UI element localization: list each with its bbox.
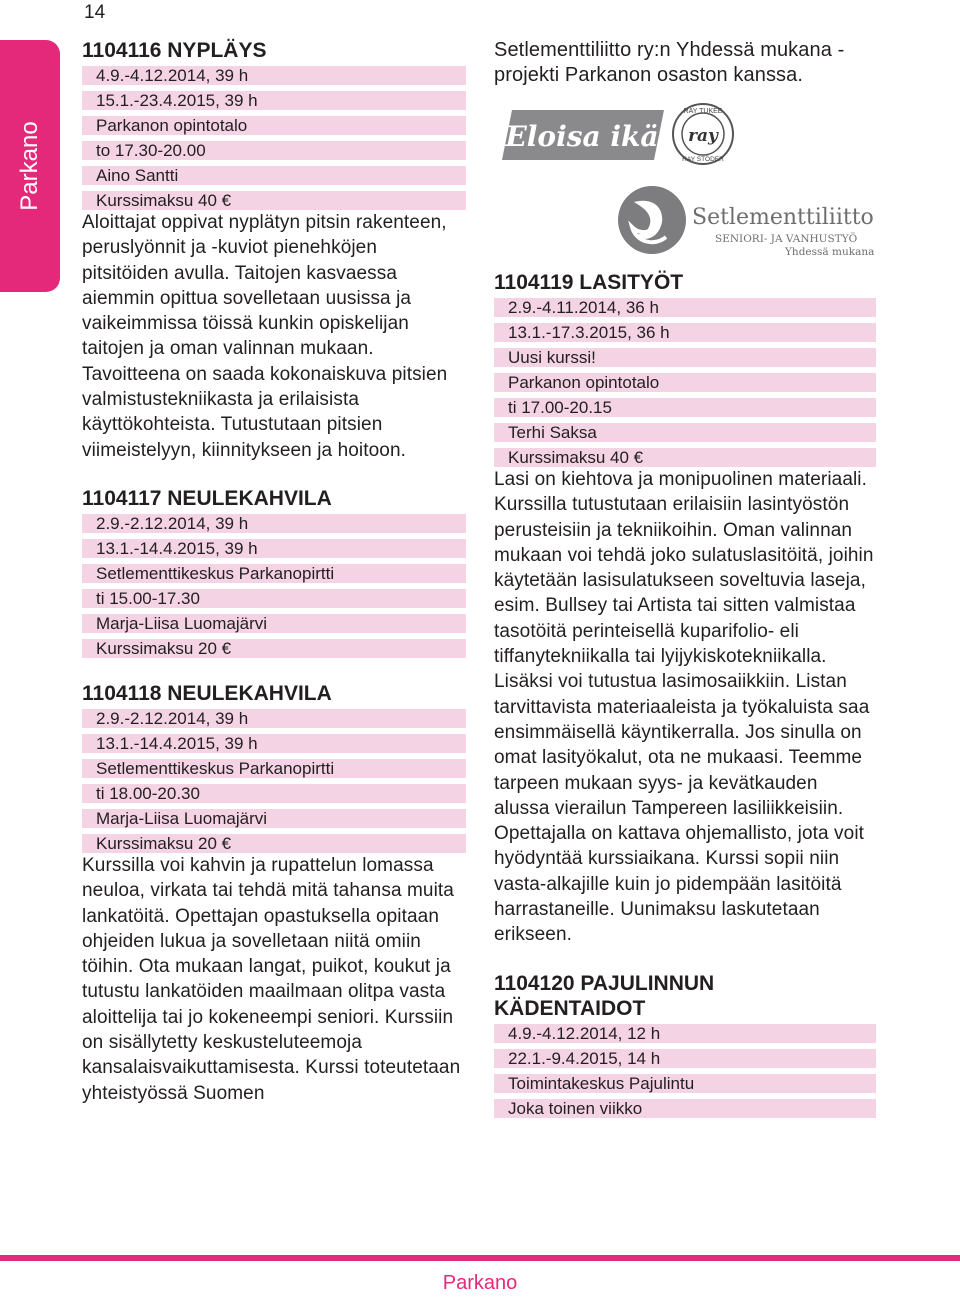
left-column: [82, 38, 466, 1106]
course-detail: ti 15.00-17.30: [82, 589, 466, 608]
course-detail: Aino Santti: [82, 166, 466, 185]
course-detail: Setlementtikeskus Parkanopirtti: [82, 564, 466, 583]
eloisa-ika-logo: [502, 110, 664, 160]
course-detail: Kurssimaksu 40 €: [82, 191, 466, 210]
course-lasityot: [494, 270, 876, 948]
course-pajulinnun-kadentaidot: [494, 971, 876, 1118]
course-title: 1104119 LASITYÖT: [494, 271, 684, 294]
partner-logos-graphic: [494, 102, 876, 270]
course-detail: 2.9.-2.12.2014, 39 h: [82, 709, 466, 728]
course-detail: 4.9.-4.12.2014, 39 h: [82, 66, 466, 85]
partner-logos: [494, 102, 876, 270]
project-intro: Setlementtiliitto ry:n Yhdessä mukana -projekti Parkanon osaston kanssa.: [494, 39, 845, 86]
eloisa-ika-text: Eloisa ikä: [505, 120, 659, 153]
page-number: 14: [84, 2, 106, 23]
course-nyplays: [82, 38, 466, 463]
section-tab-label: Parkano: [16, 121, 43, 211]
footer-divider: [0, 1255, 960, 1261]
section-tab: [0, 40, 60, 292]
course-detail: to 17.30-20.00: [82, 141, 466, 160]
right-column: [494, 38, 876, 1118]
course-detail: 15.1.-23.4.2015, 39 h: [82, 91, 466, 110]
setlementtiliitto-subtext2: Yhdessä mukana: [785, 246, 875, 258]
course-detail: Marja-Liisa Luomajärvi: [82, 614, 466, 633]
course-description: Lasi on kiehtova ja monipuolinen materiaali. Kurssilla tutustutaan erilaisiin lasintyöstön perusteisiin ja tekniikoihin. Oman valinnan mukaan voi tehdä joko sulatuslasitöitä, joihin käytetään lasisulatukseen soveltuvia laseja, esim. Bullsey tai Artista tai sitten valmistaa tasotöitä perinteisellä kuparifolio- eli tiffanytekniikalla tai lyijykiskotekniikalla. Lisäksi voi tutustua lasimosaiikkiin. Listan tarvittavista materiaaleista ja työkaluista saa ensimmäisellä käyntikerralla. Jos sinulla on omat lasityökalut, ota ne mukaasi. Teemme tarpeen mukaan syys- ja kevätkauden alussa vierailun Tampereen lasiliikkeisiin. Opettajalla on kattava ohjemallisto, jota voit hyödyntää kurssiaikana. Kurssi sopii niin vasta-alkajille kuin jo pidempään lasitöitä harrastaneille. Uunimaksu laskutetaan erikseen.: [494, 469, 874, 946]
course-neulekahvila-2: [82, 681, 466, 1106]
course-detail: Toimintakeskus Pajulintu: [494, 1074, 876, 1093]
course-detail: 2.9.-2.12.2014, 39 h: [82, 514, 466, 533]
course-detail: 13.1.-14.4.2015, 39 h: [82, 539, 466, 558]
course-detail: 2.9.-4.11.2014, 36 h: [494, 298, 876, 317]
course-description: Aloittajat oppivat nyplätyn pitsin rakenteen, peruslyönnit ja -kuviot pienehköjen pitsitöiden avulla. Taitojen kasvaessa aiemmin opittua sovelletaan uusissa ja vaikeimmissa töissä kunkin opiskelijan taitojen ja oman valinnan mukaan. Tavoitteena on saada kokonaiskuva pitsien valmistustekniikasta ja erilaisista käyttökohteista. Tutustutaan pitsien viimeistelyyn, kiinnitykseen ja hoitoon.: [82, 212, 448, 461]
course-title-line2: KÄDENTAIDOT: [494, 996, 646, 1020]
ray-mid-text: ray: [688, 126, 718, 146]
setlementtiliitto-subtext: SENIORI- JA VANHUSTYÖ: [715, 233, 858, 245]
course-detail: Setlementtikeskus Parkanopirtti: [82, 759, 466, 778]
course-neulekahvila-1: [82, 486, 466, 658]
course-title: 1104118 NEULEKAHVILA: [82, 681, 332, 705]
course-detail: 13.1.-17.3.2015, 36 h: [494, 323, 876, 342]
course-detail: ti 17.00-20.15: [494, 398, 876, 417]
course-detail: Kurssimaksu 40 €: [494, 448, 876, 467]
course-title: 1104120 PAJULINNUN: [494, 971, 715, 995]
course-title: 1104116 NYPLÄYS: [82, 39, 267, 62]
setlementtiliitto-text: Setlementtiliitto: [692, 205, 874, 230]
course-detail: Kurssimaksu 20 €: [82, 639, 466, 658]
course-detail: ti 18.00-20.30: [82, 784, 466, 803]
course-detail: Marja-Liisa Luomajärvi: [82, 809, 466, 828]
course-detail: Parkanon opintotalo: [82, 116, 466, 135]
ray-bottom-text: RAY STÖDER: [682, 156, 724, 163]
course-detail: 22.1.-9.4.2015, 14 h: [494, 1049, 876, 1068]
course-detail: 13.1.-14.4.2015, 39 h: [82, 734, 466, 753]
course-title: 1104117 NEULEKAHVILA: [82, 486, 332, 510]
course-detail: Kurssimaksu 20 €: [82, 834, 466, 853]
setlementtiliitto-emblem: [618, 186, 686, 254]
ray-top-text: RAY TUKEE: [683, 108, 723, 115]
course-detail: Uusi kurssi!: [494, 348, 876, 367]
ray-logo: [673, 104, 733, 164]
course-detail: 4.9.-4.12.2014, 12 h: [494, 1024, 876, 1043]
course-detail: Parkanon opintotalo: [494, 373, 876, 392]
footer-label: Parkano: [442, 1272, 518, 1294]
course-detail: Terhi Saksa: [494, 423, 876, 442]
course-detail: Joka toinen viikko: [494, 1099, 876, 1118]
course-description: Kurssilla voi kahvin ja rupattelun lomassa neuloa, virkata tai tehdä mitä tahansa muita lankatöitä. Opettajan opastuksella opitaan ohjeiden lukua ja sovelletaan niitä omiin töihin. Ota mukaan langat, puikot, koukut ja tutustu lankatöiden maailmaan olitpa vasta aloittelija tai jo kokeneempi seniori. Kurssiin on sisällytetty keskusteluteemoja kansalaisvaikuttamisesta. Kurssi toteutetaan yhteistyössä Suomen: [82, 854, 461, 1104]
